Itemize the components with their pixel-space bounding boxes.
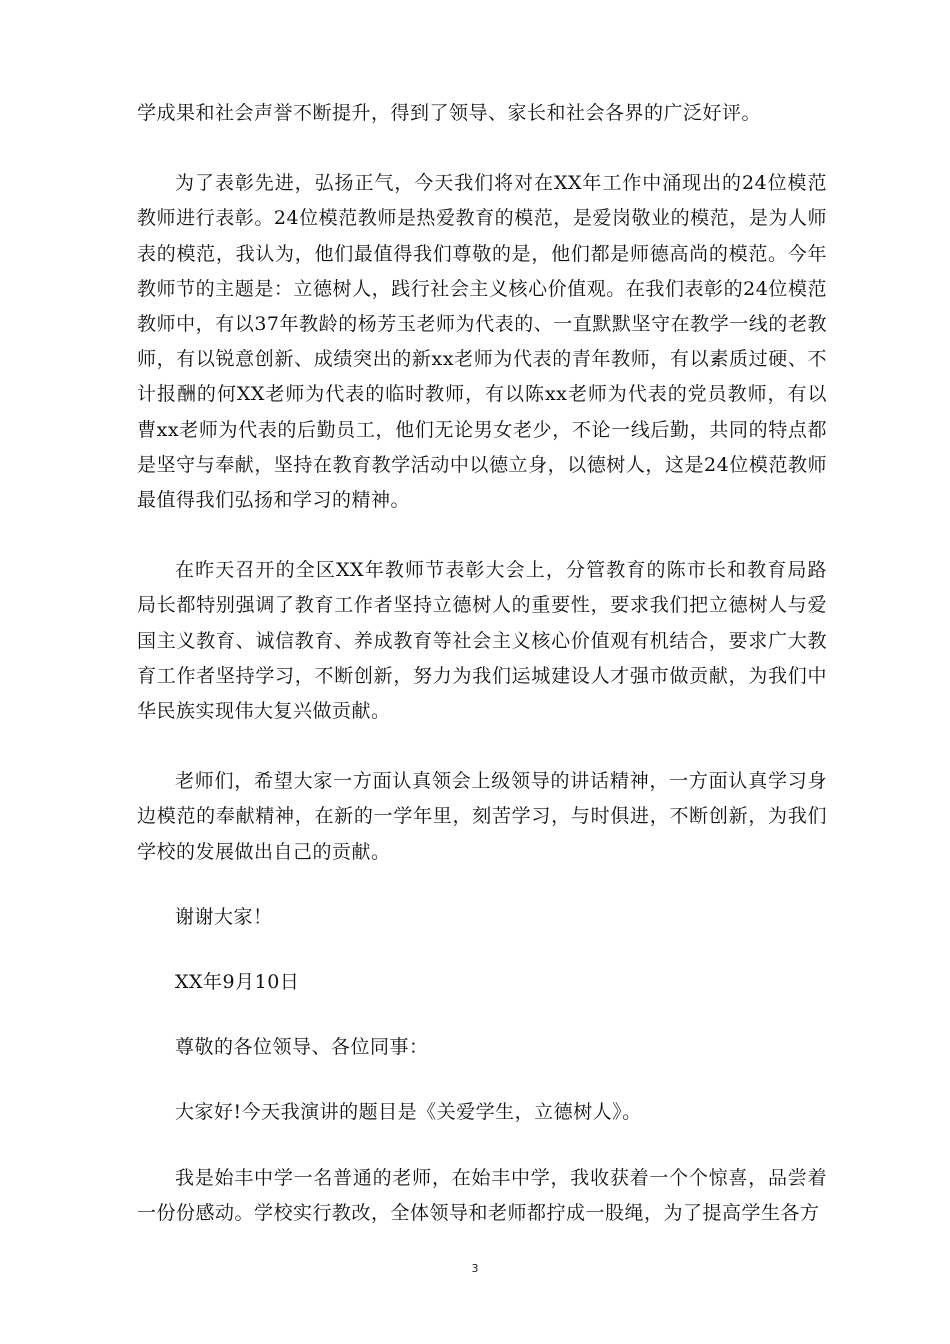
paragraph-date: XX年9月10日 xyxy=(175,971,300,994)
paragraph-salutation: 尊敬的各位领导、各位同事： xyxy=(175,1036,429,1059)
page-number: 3 xyxy=(471,1262,479,1275)
paragraph-greeting: 大家好!今天我演讲的题目是《关爱学生，立德树人》。 xyxy=(175,1101,642,1124)
paragraph-conference: 在昨天召开的全区XX年教师节表彰大会上，分管教育的陈市长和教育局路局长都特别强调了教育工作者坚持立德树人的重要性，要求我们把立德树人与爱国主义教育、诚信教育、养成教育等社会主义核心价值观有机结合，要求广大教育工作者坚持学习，不断创新，努力为我们运城建设人才强市做贡献，为我们中华民族实现伟大复兴做贡献。 xyxy=(137,559,827,723)
paragraph-continuation: 学成果和社会声誉不断提升，得到了领导、家长和社会各界的广泛好评。 xyxy=(137,102,762,124)
paragraph-hope: 老师们，希望大家一方面认真领会上级领导的讲话精神，一方面认真学习身边模范的奉献精神，在新的一学年里，刻苦学习，与时俱进，不断创新，为我们学校的发展做出自己的贡献。 xyxy=(137,770,827,863)
paragraph-commendation: 为了表彰先进，弘扬正气，今天我们将对在XX年工作中涌现出的24位模范教师进行表彰。24位模范教师是热爱教育的模范，是爱岗敬业的模范，是为人师表的模范，我认为，他们最值得我们尊敬的是，他们都是师德高尚的模范。今年教师节的主题是：立德树人，践行社会主义核心价值观。在我们表彰的24位模范教师中，有以37年教龄的杨芳玉老师为代表的、一直默默坚守在教学一线的老教师，有以锐意创新、成绩突出的新xx老师为代表的青年教师，有以素质过硬、不计报酬的何XX老师为代表的临时教师，有以陈xx老师为代表的党员教师，有以曹xx老师为代表的后勤员工，他们无论男女老少，不论一线后勤，共同的特点都是坚守与奉献，坚持在教育教学活动中以德立身，以德树人，这是24位模范教师最值得我们弘扬和学习的精神。 xyxy=(137,172,827,512)
paragraph-thanks: 谢谢大家！ xyxy=(175,905,273,928)
paragraph-intro: 我是始丰中学一名普通的老师，在始丰中学，我收获着一个个惊喜，品尝着一份份感动。学校实行教改，全体领导和老师都拧成一股绳，为了提高学生各方 xyxy=(137,1166,827,1224)
body-text xyxy=(137,96,827,1231)
